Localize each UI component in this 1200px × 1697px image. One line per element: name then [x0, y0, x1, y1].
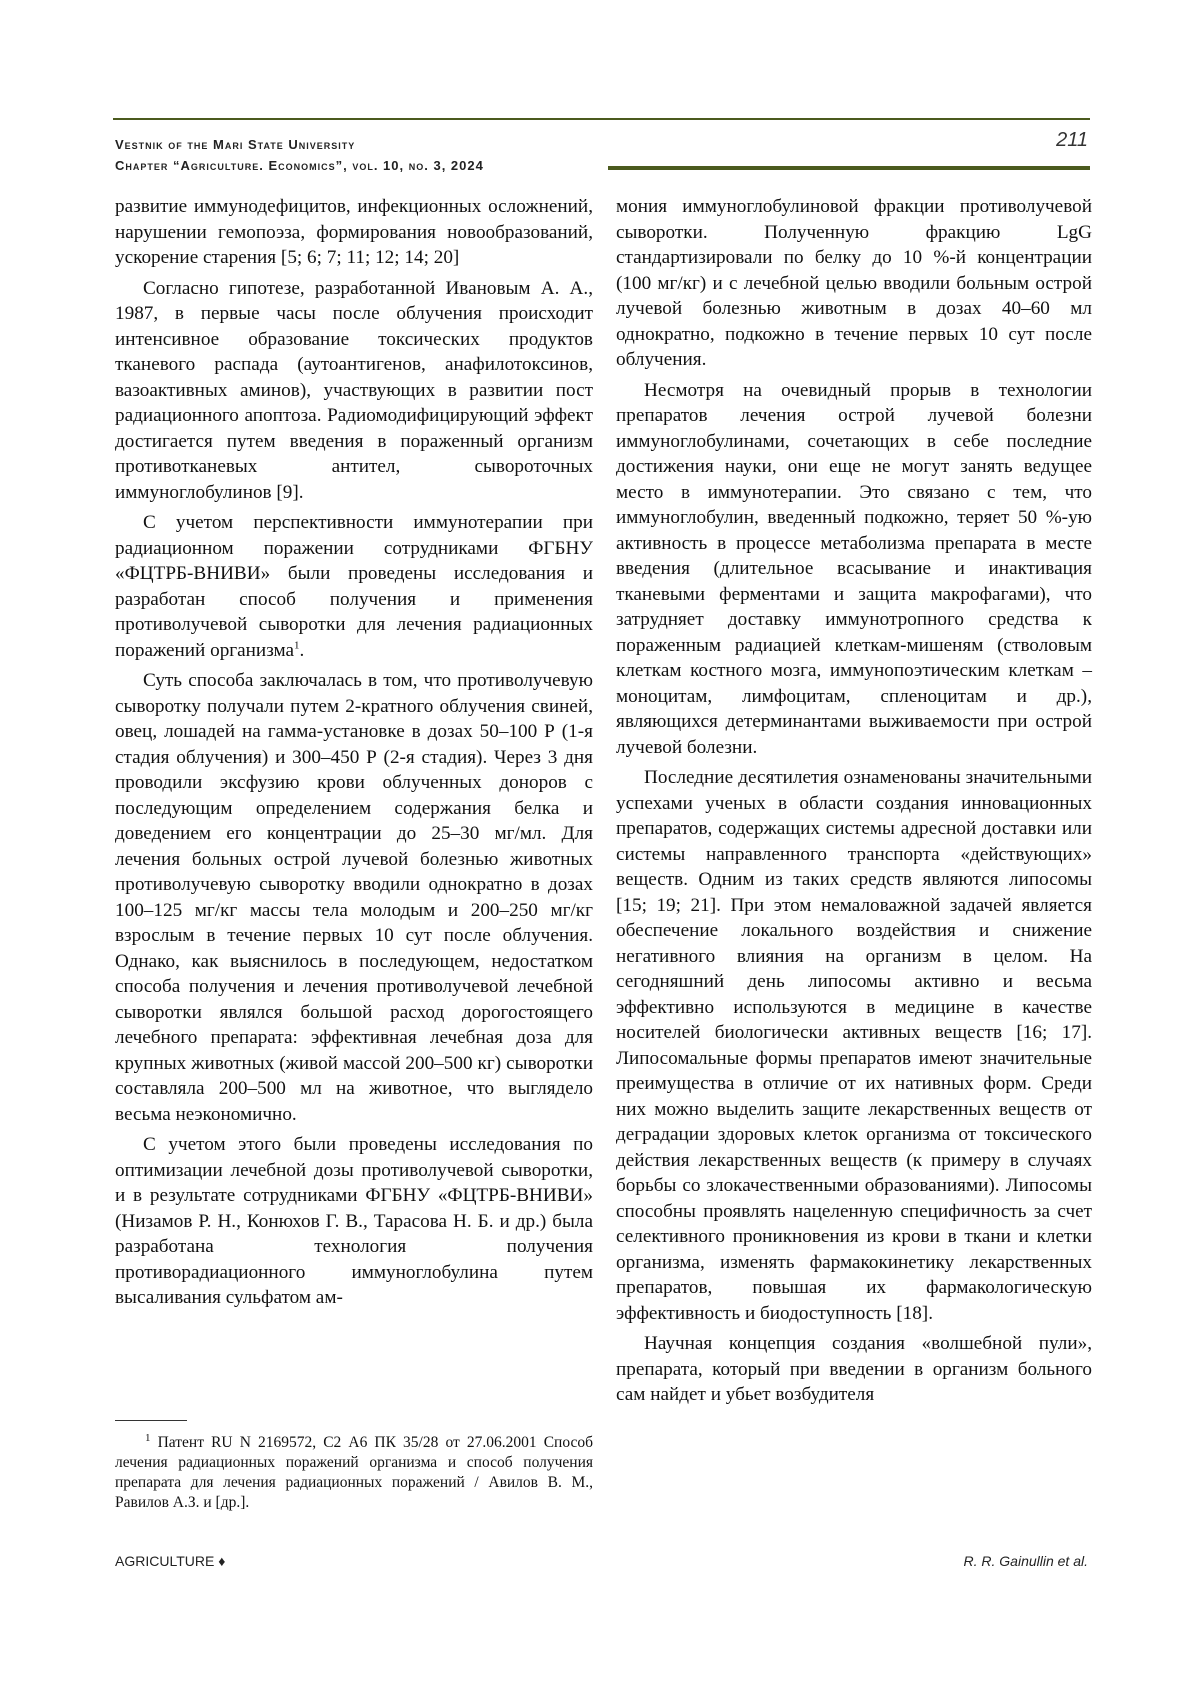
footnote — [115, 1433, 593, 1513]
footer-section: AGRICULTURE ♦ — [115, 1553, 226, 1569]
page-number: 211 — [1056, 129, 1088, 151]
paragraph-text: С учетом перспективности иммунотерапии при радиационном поражении сотрудниками ФГБНУ «ФЦТРБ-ВНИВИ» были проведены исследования и разработан способ получения и применения противолучевой сыворотки для лечения радиационных поражений организма — [115, 512, 593, 661]
paragraph-text-tail: . — [299, 639, 305, 661]
right-column — [616, 194, 1092, 1413]
paragraph: С учетом этого были проведены исследования по оптимизации лечебной дозы противолучевой сыворотки, и в результате сотрудниками ФГБНУ «ФЦТРБ-ВНИВИ» (Низамов Р. Н., Конюхов Г. В., Тарасова Н. Б. и др.) была разработана технология получения противорадиационного иммуноглобулина путем высаливания сульфатом ам- — [115, 1134, 593, 1308]
paragraph: Последние десятилетия ознаменованы значительными успехами ученых в области создания инновационных препаратов, содержащих системы адресной доставки или системы направленного транспорта «действующих» веществ. Одним из таких средств являются липосомы [15; 19; 21]. При этом немаловажной задачей является обеспечение локального воздействия и снижение негативного влияния на организм в целом. На сегодняшний день липосомы активно и весьма эффективно используются в медицине в качестве носителей биологически активных веществ [16; 17]. Липосомальные формы препаратов имеют значительные преимущества в отличие от их нативных форм. Среди них можно выделить защите лекарственных веществ от деградации здоровых клеток организма от токсического действия лекарственных веществ (к примеру в случаях борьбы со злокачественными образованиями). Липосомы способны проявлять нацеленную специфичность за счет селективного проникновения из крови в ткани и клетки организма, изменять фармакокинетику лекарственных препаратов, повышая их фармакологическую эффективность и биодоступность [18]. — [616, 767, 1092, 1324]
paragraph: развитие иммунодефицитов, инфекционных осложнений, нарушении гемопоэза, формирования новообразований, ускорение старения [5; 6; 7; 11; 12; 14; 20] — [115, 196, 593, 268]
footnote-reference: 1 — [294, 639, 300, 652]
left-column — [115, 194, 593, 1316]
paragraph: Научная концепция создания «волшебной пули», препарата, который при введении в организм больного сам найдет и убьет возбудителя — [616, 1333, 1092, 1405]
paragraph: мония иммуноглобулиновой фракции противолучевой сыворотки. Полученную фракцию LgG стандартизировали по белку до 10 %-й концентрации (100 мг/кг) и с лечебной целью вводили больным острой лучевой болезнью животным в дозах 40–60 мл однократно, подкожно в течение первых 10 сут после облучения. — [616, 196, 1092, 370]
footnote-text: Патент RU N 2169572, С2 А6 ПК 35/28 от 27.06.2001 Способ лечения радиационных поражений организма и способ получения препарата для лечения радиационных поражений / Авилов В. М., Равилов А.З. и [др.]. — [115, 1434, 593, 1511]
paragraph: Несмотря на очевидный прорыв в технологии препаратов лечения острой лучевой болезни иммуноглобулинами, сочетающих в себе последние достижения науки, они еще не могут занять ведущее место в иммунотерапии. Это связано с тем, что иммуноглобулин, введенный подкожно, теряет 50 %-ую активность в процессе метаболизма препарата в месте введения (длительное всасывание и инактивация тканевыми ферментами и защита макрофагами), что затрудняет доставку иммунотропного средства к пораженным радиацией клеткам-мишеням (стволовым клеткам костного мозга, иммунопоэтическим клеткам – моноцитам, лимфоцитам, спленоцитам и др.), являющихся детерминантами выживаемости при острой лучевой болезни. — [616, 379, 1092, 758]
paragraph — [115, 510, 593, 663]
journal-title: Vestnik of the Mari State University — [115, 137, 356, 152]
journal-chapter: Chapter “Agriculture. Economics”, vol. 10, no. 3, 2024 — [115, 158, 484, 173]
footer-authors: R. R. Gainullin et al. — [963, 1553, 1088, 1569]
paragraph: Согласно гипотезе, разработанной Ивановым А. А., 1987, в первые часы после облучения происходит интенсивное образование токсических продуктов тканевого распада (аутоантигенов, анафилотоксинов, вазоактивных аминов), участвующих в развитии пост радиационного апоптоза. Радиомодифицирующий эффект достигается путем введения в пораженный организм противотканевых антител, сывороточных иммуноглобулинов [9]. — [115, 277, 593, 503]
footnote-rule — [115, 1420, 187, 1421]
header-top-rule — [113, 118, 1090, 120]
paragraph: Суть способа заключалась в том, что противолучевую сыворотку получали путем 2-кратного облучения свиней, овец, лошадей на гамма-установке в дозах 50–100 Р (1-я стадия облучения) и 300–450 Р (2-я стадия). Через 3 дня проводили эксфузию крови облученных доноров с последующим определением содержания белка и доведением его концентрации до 25–30 мг/мл. Для лечения больных острой лучевой болезнью животных противолучевую сыворотку вводили однократно в дозах 100–125 мг/кг массы тела молодым и 200–250 мг/кг взрослым в течение первых 10 сут после облучения. Однако, как выяснилось в последующем, недостатком способа получения и лечения противолучевой лечебной сыворотки являлся большой расход дорогостоящего лечебного препарата: эффективная лечебная доза для крупных животных (живой массой 200–500 кг) сыворотки составляла 200–500 мл на животное, что выглядело весьма неэкономично. — [115, 670, 593, 1125]
footnote-number: 1 — [145, 1431, 151, 1444]
header-accent-rule — [608, 166, 1090, 170]
